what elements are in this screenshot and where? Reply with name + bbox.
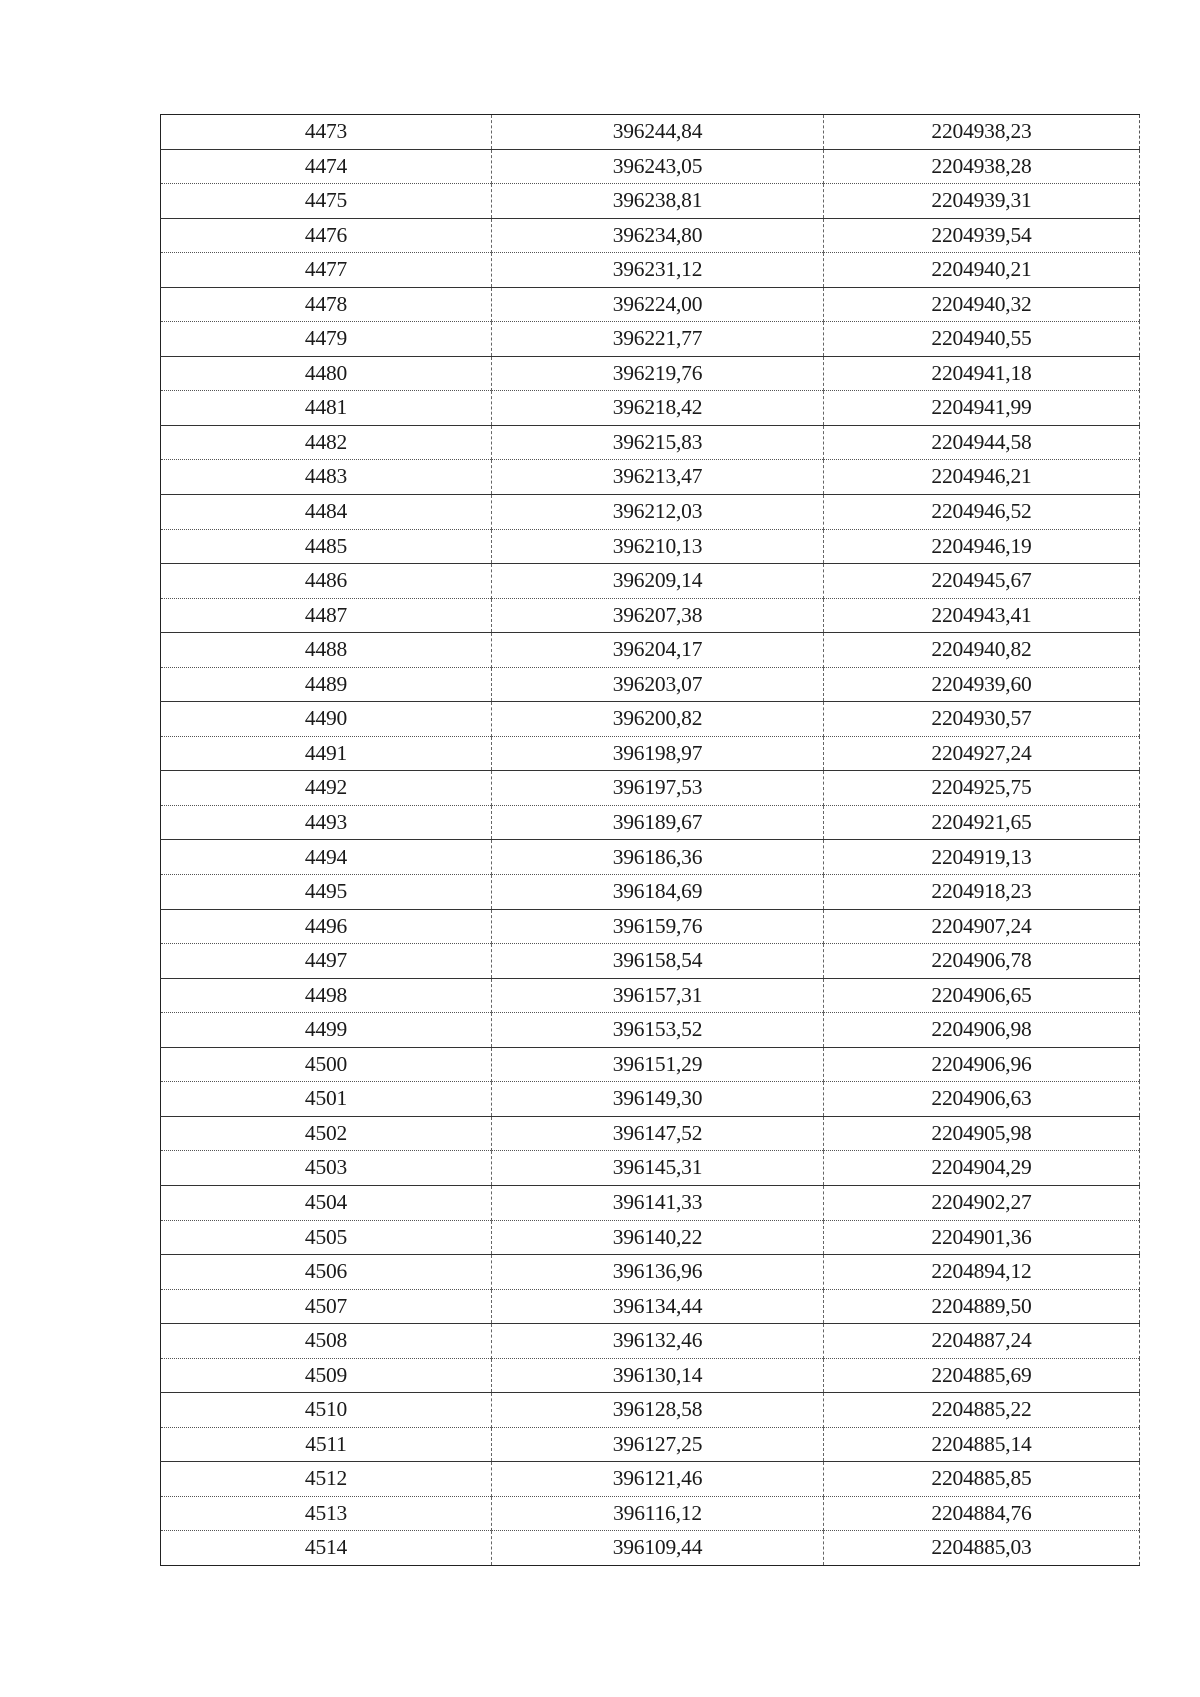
y-coordinate-cell: 2204939,31 (824, 184, 1140, 219)
y-coordinate-cell: 2204927,24 (824, 736, 1140, 771)
point-number-cell: 4487 (161, 598, 492, 633)
y-coordinate-cell: 2204941,99 (824, 391, 1140, 426)
table-row (161, 633, 1140, 668)
point-number-cell: 4502 (161, 1116, 492, 1151)
point-number-cell: 4497 (161, 944, 492, 979)
table-row (161, 736, 1140, 771)
point-number-cell: 4475 (161, 184, 492, 219)
x-coordinate-cell: 396219,76 (492, 356, 824, 391)
x-coordinate-cell: 396121,46 (492, 1462, 824, 1497)
y-coordinate-cell: 2204940,32 (824, 287, 1140, 322)
y-coordinate-cell: 2204887,24 (824, 1324, 1140, 1359)
x-coordinate-cell: 396215,83 (492, 425, 824, 460)
x-coordinate-cell: 396224,00 (492, 287, 824, 322)
x-coordinate-cell: 396234,80 (492, 218, 824, 253)
y-coordinate-cell: 2204919,13 (824, 840, 1140, 875)
x-coordinate-cell: 396149,30 (492, 1082, 824, 1117)
table-row (161, 495, 1140, 530)
table-row (161, 391, 1140, 426)
table-row (161, 702, 1140, 737)
table-row (161, 598, 1140, 633)
y-coordinate-cell: 2204907,24 (824, 909, 1140, 944)
table-row (161, 356, 1140, 391)
x-coordinate-cell: 396200,82 (492, 702, 824, 737)
table-row (161, 840, 1140, 875)
point-number-cell: 4483 (161, 460, 492, 495)
table-row (161, 771, 1140, 806)
point-number-cell: 4511 (161, 1427, 492, 1462)
y-coordinate-cell: 2204940,82 (824, 633, 1140, 668)
y-coordinate-cell: 2204940,55 (824, 322, 1140, 357)
x-coordinate-cell: 396184,69 (492, 875, 824, 910)
x-coordinate-cell: 396218,42 (492, 391, 824, 426)
x-coordinate-cell: 396204,17 (492, 633, 824, 668)
x-coordinate-cell: 396244,84 (492, 115, 824, 150)
point-number-cell: 4506 (161, 1255, 492, 1290)
table-row (161, 1427, 1140, 1462)
y-coordinate-cell: 2204938,28 (824, 149, 1140, 184)
x-coordinate-cell: 396109,44 (492, 1531, 824, 1566)
table-row (161, 460, 1140, 495)
point-number-cell: 4477 (161, 253, 492, 288)
x-coordinate-cell: 396186,36 (492, 840, 824, 875)
x-coordinate-cell: 396141,33 (492, 1185, 824, 1220)
x-coordinate-cell: 396151,29 (492, 1047, 824, 1082)
table-row (161, 425, 1140, 460)
table-row (161, 1393, 1140, 1428)
x-coordinate-cell: 396132,46 (492, 1324, 824, 1359)
point-number-cell: 4479 (161, 322, 492, 357)
table-row (161, 529, 1140, 564)
x-coordinate-cell: 396116,12 (492, 1496, 824, 1531)
y-coordinate-cell: 2204906,96 (824, 1047, 1140, 1082)
point-number-cell: 4474 (161, 149, 492, 184)
table-row (161, 218, 1140, 253)
y-coordinate-cell: 2204944,58 (824, 425, 1140, 460)
table-row (161, 322, 1140, 357)
y-coordinate-cell: 2204918,23 (824, 875, 1140, 910)
x-coordinate-cell: 396128,58 (492, 1393, 824, 1428)
point-number-cell: 4489 (161, 667, 492, 702)
point-number-cell: 4510 (161, 1393, 492, 1428)
point-number-cell: 4492 (161, 771, 492, 806)
table-row (161, 564, 1140, 599)
y-coordinate-cell: 2204939,54 (824, 218, 1140, 253)
table-row (161, 1324, 1140, 1359)
coordinates-table (160, 114, 1140, 1566)
table-row (161, 1116, 1140, 1151)
point-number-cell: 4513 (161, 1496, 492, 1531)
y-coordinate-cell: 2204946,19 (824, 529, 1140, 564)
y-coordinate-cell: 2204901,36 (824, 1220, 1140, 1255)
y-coordinate-cell: 2204945,67 (824, 564, 1140, 599)
table-row (161, 1255, 1140, 1290)
y-coordinate-cell: 2204885,14 (824, 1427, 1140, 1462)
x-coordinate-cell: 396189,67 (492, 805, 824, 840)
table-row (161, 1013, 1140, 1048)
point-number-cell: 4507 (161, 1289, 492, 1324)
x-coordinate-cell: 396157,31 (492, 978, 824, 1013)
x-coordinate-cell: 396212,03 (492, 495, 824, 530)
point-number-cell: 4499 (161, 1013, 492, 1048)
point-number-cell: 4503 (161, 1151, 492, 1186)
table-row (161, 253, 1140, 288)
x-coordinate-cell: 396207,38 (492, 598, 824, 633)
point-number-cell: 4509 (161, 1358, 492, 1393)
point-number-cell: 4478 (161, 287, 492, 322)
x-coordinate-cell: 396136,96 (492, 1255, 824, 1290)
table-row (161, 1496, 1140, 1531)
y-coordinate-cell: 2204906,98 (824, 1013, 1140, 1048)
x-coordinate-cell: 396145,31 (492, 1151, 824, 1186)
y-coordinate-cell: 2204884,76 (824, 1496, 1140, 1531)
point-number-cell: 4493 (161, 805, 492, 840)
table-row (161, 184, 1140, 219)
point-number-cell: 4495 (161, 875, 492, 910)
point-number-cell: 4476 (161, 218, 492, 253)
table-row (161, 944, 1140, 979)
y-coordinate-cell: 2204941,18 (824, 356, 1140, 391)
x-coordinate-cell: 396209,14 (492, 564, 824, 599)
table-row (161, 1185, 1140, 1220)
y-coordinate-cell: 2204921,65 (824, 805, 1140, 840)
x-coordinate-cell: 396210,13 (492, 529, 824, 564)
y-coordinate-cell: 2204946,21 (824, 460, 1140, 495)
x-coordinate-cell: 396231,12 (492, 253, 824, 288)
x-coordinate-cell: 396159,76 (492, 909, 824, 944)
table-row (161, 667, 1140, 702)
y-coordinate-cell: 2204885,85 (824, 1462, 1140, 1497)
table-row (161, 1151, 1140, 1186)
y-coordinate-cell: 2204939,60 (824, 667, 1140, 702)
x-coordinate-cell: 396134,44 (492, 1289, 824, 1324)
y-coordinate-cell: 2204889,50 (824, 1289, 1140, 1324)
point-number-cell: 4484 (161, 495, 492, 530)
point-number-cell: 4508 (161, 1324, 492, 1359)
point-number-cell: 4494 (161, 840, 492, 875)
y-coordinate-cell: 2204885,03 (931, 1535, 1032, 1560)
x-coordinate-cell: 396203,07 (492, 667, 824, 702)
table-row (161, 805, 1140, 840)
x-coordinate-cell: 396140,22 (492, 1220, 824, 1255)
point-number-cell: 4500 (161, 1047, 492, 1082)
table-row (161, 1082, 1140, 1117)
table-row (161, 909, 1140, 944)
x-coordinate-cell: 396197,53 (492, 771, 824, 806)
point-number-cell: 4505 (161, 1220, 492, 1255)
point-number-cell: 4473 (161, 115, 492, 150)
coordinates-table-body (161, 115, 1140, 1566)
table-row (161, 1531, 1140, 1566)
y-coordinate-cell: 2204904,29 (824, 1151, 1140, 1186)
y-coordinate-cell: 2204938,23 (824, 115, 1140, 150)
table-row (161, 875, 1140, 910)
point-number-cell: 4490 (161, 702, 492, 737)
y-coordinate-cell: 2204906,63 (824, 1082, 1140, 1117)
table-row (161, 1220, 1140, 1255)
y-coordinate-cell: 2204906,65 (824, 978, 1140, 1013)
x-coordinate-cell: 396153,52 (492, 1013, 824, 1048)
point-number-cell: 4485 (161, 529, 492, 564)
y-coordinate-cell: 2204906,78 (824, 944, 1140, 979)
x-coordinate-cell: 396213,47 (492, 460, 824, 495)
table-row (161, 287, 1140, 322)
table-row (161, 149, 1140, 184)
x-coordinate-cell: 396147,52 (492, 1116, 824, 1151)
y-coordinate-cell: 2204885,69 (824, 1358, 1140, 1393)
table-row (161, 1358, 1140, 1393)
point-number-cell: 4480 (161, 356, 492, 391)
y-coordinate-cell: 2204902,27 (824, 1185, 1140, 1220)
x-coordinate-cell: 396158,54 (492, 944, 824, 979)
point-number-cell: 4498 (161, 978, 492, 1013)
point-number-cell: 4512 (161, 1462, 492, 1497)
point-number-cell: 4514 (161, 1531, 492, 1566)
table-row (161, 1289, 1140, 1324)
table-row (161, 115, 1140, 150)
table-row (161, 978, 1140, 1013)
y-coordinate-cell: 2204946,52 (824, 495, 1140, 530)
y-coordinate-cell: 2204894,12 (824, 1255, 1140, 1290)
point-number-cell: 4488 (161, 633, 492, 668)
point-number-cell: 4496 (161, 909, 492, 944)
x-coordinate-cell: 396243,05 (492, 149, 824, 184)
y-coordinate-cell: 2204940,21 (824, 253, 1140, 288)
y-coordinate-cell: 2204905,98 (824, 1116, 1140, 1151)
x-coordinate-cell: 396130,14 (492, 1358, 824, 1393)
x-coordinate-cell: 396127,25 (492, 1427, 824, 1462)
y-coordinate-cell: 2204943,41 (824, 598, 1140, 633)
y-coordinate-cell: 2204925,75 (824, 771, 1140, 806)
x-coordinate-cell: 396221,77 (492, 322, 824, 357)
x-coordinate-cell: 396238,81 (492, 184, 824, 219)
table-row (161, 1047, 1140, 1082)
point-number-cell: 4481 (161, 391, 492, 426)
point-number-cell: 4482 (161, 425, 492, 460)
x-coordinate-cell: 396198,97 (492, 736, 824, 771)
y-coordinate-cell: 2204885,22 (824, 1393, 1140, 1428)
point-number-cell: 4504 (161, 1185, 492, 1220)
point-number-cell: 4486 (161, 564, 492, 599)
point-number-cell: 4501 (161, 1082, 492, 1117)
y-coordinate-cell: 2204930,57 (824, 702, 1140, 737)
point-number-cell: 4491 (161, 736, 492, 771)
table-row (161, 1462, 1140, 1497)
